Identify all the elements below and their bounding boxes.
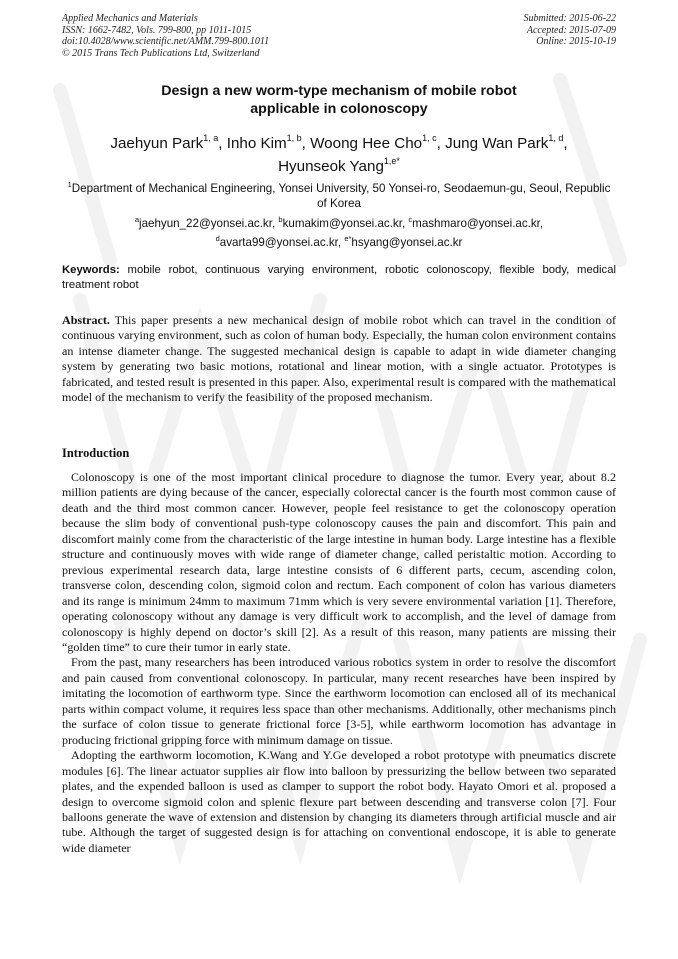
author-sup: 1, d: [548, 133, 564, 143]
abstract-text: This paper presents a new mechanical design of mobile robot which can travel in the condition of continuous varying environment, such as colon of human body. Especially, the human colon environment contains an intense diameter change. The suggested mechanical design is capable to adapt in wide diameter changing system by generating two basic motions, rotational and linear motion, with a single actuator. Prototypes is fabricated, and tested result is presented in this paper. Also, experimental result is compared with the mathematical model of the mechanism to verify the feasibility of the proposed mechanism.: [62, 313, 616, 405]
email-address: avarta99@yonsei.ac.kr: [219, 235, 338, 249]
author-sup: 1, b: [286, 133, 302, 143]
author-sep: ,: [436, 135, 446, 153]
author-name: Jaehyun Park: [110, 135, 204, 153]
journal-info: [62, 13, 269, 59]
keywords-label: Keywords:: [62, 264, 120, 276]
author-name: Hyunseok Yang: [278, 158, 384, 176]
keywords: [62, 263, 616, 293]
submitted-date: Submitted: 2015-06-22: [523, 13, 616, 24]
email-address: hsyang@yonsei.ac.kr: [351, 235, 463, 249]
email-address: kumakim@yonsei.ac.kr: [282, 216, 402, 230]
email-sep: ,: [271, 216, 279, 230]
email-sup: e*: [344, 233, 352, 243]
email-line-1: [62, 213, 616, 232]
online-date: Online: 2015-10-19: [536, 36, 616, 48]
email-address: mashmaro@yonsei.ac.kr: [412, 216, 540, 230]
journal-name: Applied Mechanics and Materials: [62, 13, 198, 24]
paragraph: Adopting the earthworm locomotion, K.Wang and Y.Ge developed a robot prototype with pneumatics discrete modules [6]. The linear actuator supplies air flow into balloon by pressurizing the bellow between two separated plates, and the expended balloon is used as clamper to support the robot body. Hayato Omori et al. proposed a design to overcome sigmoid colon and splenic flexure part between descending and transverse colon [7]. Four balloons generate the wave of extension and distension by changing its diameters through artificial muscle and air tube. Although the target of suggested design is for attaching on conventional endoscope, it is able to generate wide diameter: [62, 748, 616, 855]
author-name: Inho Kim: [226, 135, 287, 153]
title-line-2: applicable in colonoscopy: [250, 101, 428, 117]
paragraph: Colonoscopy is one of the most important clinical procedure to diagnose the tumor. Every year, about 8.2 million patients are dying because of the cancer, especially colorectal cancer is the fourth most common cause of death and the third most common cancer. However, people feel resistance to get the colonoscopy operation because the slim body of conventional push-type colonoscopy causes the pain and discomfort. This pain and discomfort mainly come from the characteristic of the large intestine in human body. Large intestine has a flexible structure and continuously moves with wide range of diameter change, called peristaltic motion. According to previous experimental research data, large intestine consists of 6 different parts, cecum, ascending colon, transverse colon, descending colon, sigmoid colon and rectum. Each component of colon has various diameters and its range is minimum 24mm to maximum 71mm which is very severe environmental variation [1]. Therefore, operating colonoscopy without any damage is very difficult work to accomplish, and the level of damage from colonoscopy is highly depend on doctor’s skill [2]. As a result of this reason, many patients are missing their “golden time” to cure their tumor in early state.: [62, 470, 616, 654]
author-sep: ,: [563, 135, 568, 153]
email-line-2: [62, 232, 616, 251]
author-line-2: [62, 153, 616, 176]
section-heading-introduction: Introduction: [62, 446, 130, 460]
abstract: [62, 313, 616, 405]
journal-header: [62, 13, 616, 63]
email-sup: a: [134, 215, 139, 224]
author-sup: 1, a: [203, 133, 219, 143]
journal-issn: ISSN: 1662-7482, Vols. 799-800, pp 1011-1015: [62, 24, 252, 36]
introduction-body: [62, 470, 616, 856]
email-sep: ,: [539, 216, 544, 230]
paragraph: From the past, many researchers has been introduced various robotics system in order to resolve the discomfort and pain caused from conventional colonoscopy. In particular, many recent researches have been inspired by imitating the locomotion of earthworm type. Since the earthworm locomotion can enclosed all of its mechanical parts within compact volume, it requires less space than other mechanisms. Additionally, other mechanisms pinch the surface of colon tissue to generate frictional force [3-5], while earthworm locomotion has advantage in producing frictional gripping force with minimum damage on tissue.: [62, 655, 616, 747]
affiliation-sup: 1: [67, 180, 72, 189]
author-line-1: [62, 130, 616, 153]
affiliation: [62, 178, 616, 211]
author-emails: [62, 213, 616, 250]
email-sup: c: [408, 215, 413, 224]
email-sep: ,: [401, 216, 409, 230]
keywords-text: mobile robot, continuous varying environment, robotic colonoscopy, flexible body, medical treatment robot: [62, 264, 616, 291]
email-address: jaehyun_22@yonsei.ac.kr: [139, 216, 272, 230]
paper-title: [62, 82, 616, 118]
author-sup: 1,e*: [383, 156, 400, 167]
abstract-label: Abstract.: [62, 313, 110, 327]
email-sup: d: [215, 233, 220, 243]
author-list: [62, 130, 616, 176]
email-sep: ,: [337, 235, 345, 249]
affiliation-text: Department of Mechanical Engineering, Yonsei University, 50 Yonsei-ro, Seodaemun-gu, Seoul, Republic of Korea: [71, 181, 611, 210]
author-sep: ,: [218, 135, 227, 153]
publication-dates: [524, 13, 617, 48]
author-name: Woong Hee Cho: [310, 135, 423, 153]
author-sup: 1, c: [422, 133, 437, 143]
accepted-date: Accepted: 2015-07-09: [526, 24, 616, 36]
author-name: Jung Wan Park: [445, 135, 549, 153]
email-sup: b: [278, 215, 283, 224]
author-sep: ,: [301, 135, 311, 153]
title-line-1: Design a new worm-type mechanism of mobile robot: [161, 83, 517, 99]
journal-doi: doi:10.4028/www.scientific.net/AMM.799-800.1011: [62, 36, 270, 48]
journal-copyright: © 2015 Trans Tech Publications Ltd, Switzerland: [62, 47, 260, 59]
